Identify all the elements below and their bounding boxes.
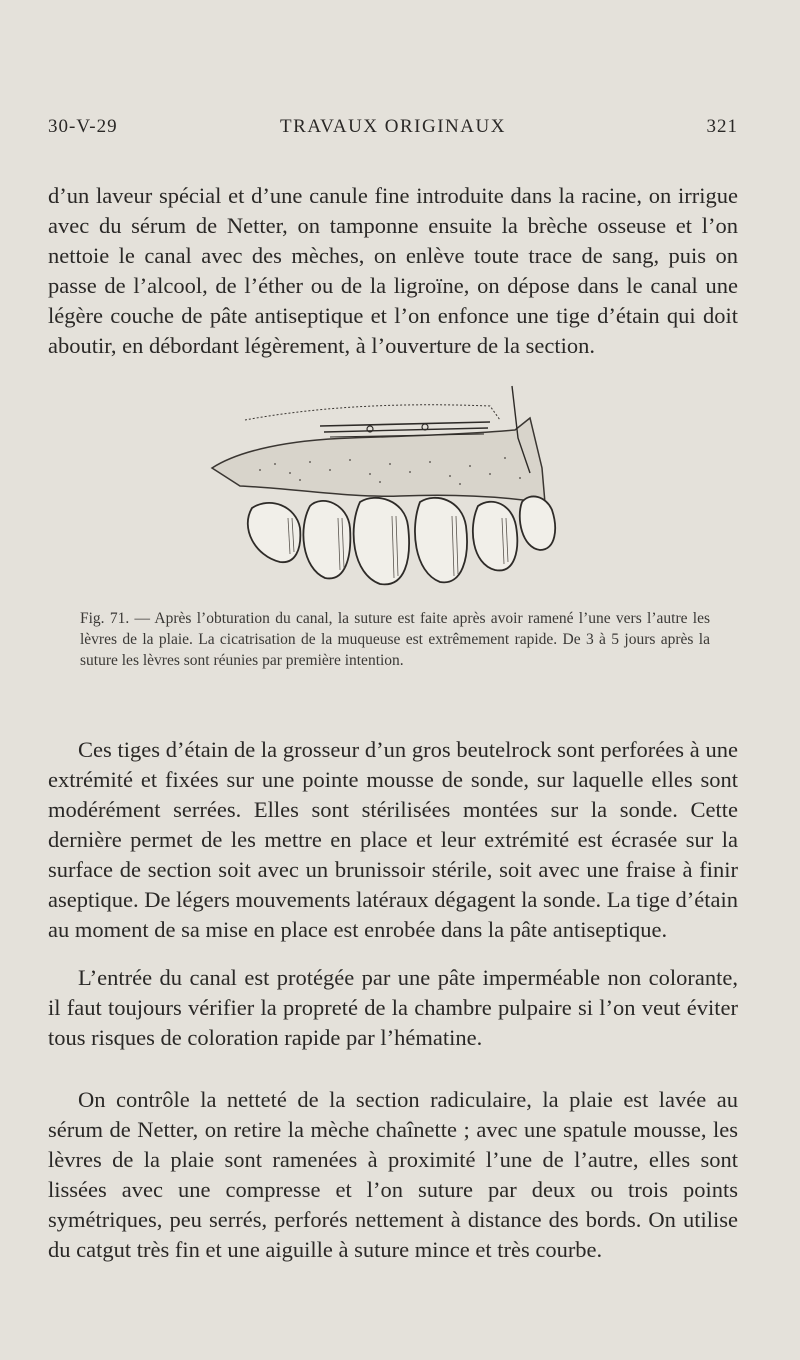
caption-label: Fig. 71. bbox=[80, 610, 130, 627]
running-header bbox=[48, 116, 738, 146]
tooth-3 bbox=[354, 498, 409, 585]
suture-lines bbox=[320, 422, 490, 437]
paragraph-continued: d’un laveur spécial et d’une canule fine introduite dans la racine, on irrigue avec du sérum de Netter, on tamponne ensuite la brèche osseuse et l’on nettoie le canal avec des mèches, on enlève toute trace de sang, puis on passe de l’alcool, de l’éther ou de la ligroïne, on dépose dans le canal une légère couche de pâte antiseptique et l’on enfonce une tige d’étain qui doit aboutir, en débordant légèrement, à l’ouverture de la section. bbox=[48, 182, 738, 358]
page-number: 321 bbox=[706, 116, 738, 137]
caption-text: — Après l’obturation du canal, la suture est faite après avoir ramené l’une vers l’autre les lèvres de la plaie. La cicatrisation de la muqueuse est extrêmement rapide. De 3 à 5 jours après la suture les lèvres sont réunies par première intention. bbox=[80, 610, 710, 669]
header-date: 30-V-29 bbox=[48, 116, 118, 137]
tooth-4 bbox=[415, 498, 467, 583]
mucosa-edge bbox=[245, 405, 500, 420]
tooth-5 bbox=[473, 502, 517, 571]
tooth-6 bbox=[520, 496, 555, 550]
dental-suture-drawing bbox=[200, 378, 570, 588]
paragraph-tin-rods: Ces tiges d’étain de la grosseur d’un gros beutelrock sont perforées à une extrémité et fixées sur une pointe mousse de sonde, sur laquelle elles sont modérément serrées. Elles sont stérilisées montées sur la sonde. Cette dernière permet de les mettre en place et leur extrémité est écrasée sur la surface de section soit avec un brunissoir stérile, soit avec une fraise à finir aseptique. De légers mouvements latéraux dégagent la sonde. La tige d’étain au moment de sa mise en place est enrobée dans la pâte antiseptique. bbox=[48, 736, 738, 942]
figure-caption bbox=[80, 608, 710, 671]
paragraph-canal-entry: L’entrée du canal est protégée par une pâte imperméable non colorante, il faut toujours vérifier la propreté de la chambre pulpaire si l’on veut éviter tous risques de coloration rapide par l’hématine. bbox=[48, 964, 738, 1050]
teeth-row bbox=[248, 496, 555, 584]
paragraph-suture: On contrôle la netteté de la section radiculaire, la plaie est lavée au sérum de Netter, on retire la mèche chaînette ; avec une spatule mousse, les lèvres de la plaie sont ramenées à proximité l’une de l’autre, elles sont lissées avec une compresse et l’on suture par deux ou trois points symétriques, peu serrés, perforés nettement à distance des bords. On utilise du catgut très fin et une aiguille à suture mince et très courbe. bbox=[48, 1086, 738, 1262]
header-section-title: TRAVAUX ORIGINAUX bbox=[280, 116, 506, 137]
tooth-1 bbox=[248, 503, 301, 562]
tooth-2 bbox=[303, 501, 350, 579]
figure-illustration bbox=[200, 378, 570, 588]
